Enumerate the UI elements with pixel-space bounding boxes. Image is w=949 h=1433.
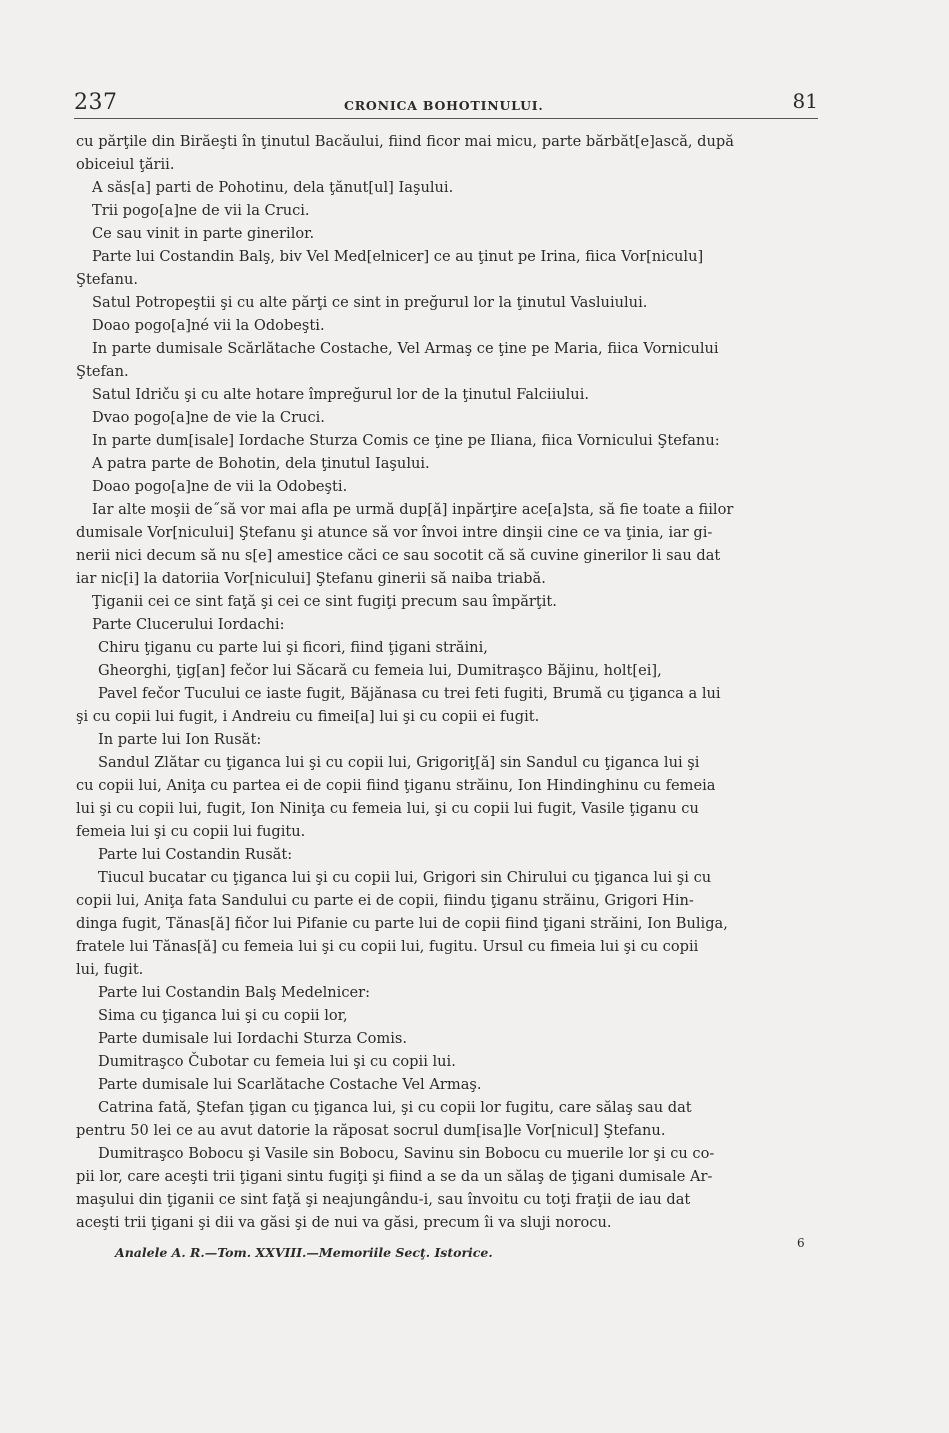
text-line: Sandul Zlătar cu ţiganca lui şi cu copii lui, Grigoriţ[ă] sin Sandul cu ţiganca lui şi: [98, 754, 700, 771]
text-line: Ţiganii cei ce sint faţă şi cei ce sint fugiţi precum sau împărţit.: [92, 593, 557, 610]
body-text: [76, 130, 824, 1234]
text-line: lui şi cu copii lui, fugit, Ion Niniţa cu femeia lui, şi cu copii lui fugit, Vasile ţiganu cu: [76, 800, 699, 817]
text-line: pentru 50 lei ce au avut datorie la răposat socrul dum[isa]le Vor[nicul] Ştefanu.: [76, 1122, 666, 1139]
text-line: Parte lui Costandin Balş Medelnicer:: [98, 984, 371, 1001]
text-line: In parte lui Ion Rusăt:: [98, 731, 262, 748]
text-line: dumisale Vor[nicului] Ştefanu şi atunce să vor învoi intre dinşii cine ce va ţinia, iar gi-: [76, 524, 713, 541]
text-line: Parte Clucerului Iordachi:: [92, 616, 285, 633]
text-line: In parte dum[isale] Iordache Sturza Comis ce ţine pe Iliana, fiica Vornicului Ştefanu:: [92, 432, 720, 449]
text-line: A patra parte de Bohotin, dela ţinutul Iaşului.: [92, 455, 430, 472]
page-number: 81: [792, 89, 818, 113]
text-line: cu copii lui, Aniţa cu partea ei de copii fiind ţiganu străinu, Ion Hindinghinu cu femeia: [76, 777, 716, 794]
footer-citation: Analele A. R.—Tom. XXVIII.—Memoriile Secţ. Istorice.: [115, 1245, 493, 1260]
text-line: Iar alte moşii de˝să vor mai afla pe urmă dup[ă] inpărţire ace[a]sta, să fie toate a fiilor: [92, 501, 734, 518]
text-line: Chiru ţiganu cu parte lui şi ficori, fiind ţigani străini,: [98, 639, 488, 656]
text-line: Satul Potropeştii şi cu alte părţi ce sint in preğurul lor la ţinutul Vasluiului.: [92, 294, 648, 311]
text-line: Parte dumisale lui Iordachi Sturza Comis.: [98, 1030, 408, 1047]
text-line: Ştefanu.: [76, 271, 139, 288]
signature-mark: 6: [797, 1236, 805, 1250]
text-line: Sima cu ţiganca lui şi cu copii lor,: [98, 1007, 348, 1024]
text-line: Satul Idriču şi cu alte hotare împreğurul lor de la ţinutul Falciiului.: [92, 386, 590, 403]
text-line: dinga fugit, Tănas[ă] fičor lui Pifanie cu parte lui de copii fiind ţigani străini, Ion Buliga,: [76, 915, 728, 932]
header-left-number: 237: [74, 90, 118, 115]
text-line: copii lui, Aniţa fata Sandului cu parte ei de copii, fiindu ţiganu străinu, Grigori Hin-: [76, 892, 694, 909]
text-line: Dvao pogo[a]ne de vie la Cruci.: [92, 409, 325, 426]
text-line: Doao pogo[a]né vii la Odobeşti.: [92, 317, 325, 334]
text-line: Trii pogo[a]ne de vii la Cruci.: [92, 202, 310, 219]
text-line: şi cu copii lui fugit, i Andreiu cu fimei[a] lui şi cu copii ei fugit.: [76, 708, 540, 725]
text-line: Gheorghi, ţig[an] fečor lui Săcară cu femeia lui, Dumitraşco Băjinu, holt[ei],: [98, 662, 662, 679]
text-line: femeia lui şi cu copii lui fugitu.: [76, 823, 306, 840]
text-line: aceşti trii ţigani şi dii va găsi şi de nui va găsi, precum îi va sluji norocu.: [76, 1214, 612, 1231]
text-line: Doao pogo[a]ne de vii la Odobeşti.: [92, 478, 348, 495]
text-line: Parte dumisale lui Scarlătache Costache Vel Armaş.: [98, 1076, 482, 1093]
text-line: Pavel fečor Tucului ce iaste fugit, Băjănasa cu trei feti fugiti, Brumă cu ţiganca a lui: [98, 685, 721, 702]
text-line: fratele lui Tănas[ă] cu femeia lui şi cu copii lui, fugitu. Ursul cu fimeia lui şi cu copii: [76, 938, 699, 955]
text-line: In parte dumisale Scărlătache Costache, Vel Armaş ce ţine pe Maria, fiica Vornicului: [92, 340, 719, 357]
text-line: Dumitraşco Čubotar cu femeia lui şi cu copii lui.: [98, 1053, 456, 1070]
text-line: Tiucul bucatar cu ţiganca lui şi cu copii lui, Grigori sin Chirului cu ţiganca lui şi cu: [98, 869, 712, 886]
text-line: Parte lui Costandin Balş, biv Vel Med[elnicer] ce au ţinut pe Irina, fiica Vor[niculu]: [92, 248, 704, 265]
text-line: Ce sau vinit in parte ginerilor.: [92, 225, 315, 242]
text-line: Ştefan.: [76, 363, 129, 380]
text-line: Catrina fată, Ştefan ţigan cu ţiganca lui, şi cu copii lor fugitu, care sălaş sau dat: [98, 1099, 692, 1116]
text-line: obiceiul ţării.: [76, 156, 175, 173]
text-line: pii lor, care aceşti trii ţigani sintu fugiţi şi fiind a se da un sălaş de ţigani dumisale Ar-: [76, 1168, 713, 1185]
text-line: iar nic[i] la datoriia Vor[nicului] Ştefanu ginerii să naiba triabă.: [76, 570, 546, 587]
text-line: nerii nici decum să nu s[e] amestice căci ce sau socotit că să cuvine ginerilor li sau dat: [76, 547, 721, 564]
text-line: maşului din ţiganii ce sint faţă şi neajungându-i, sau învoitu cu toţi fraţii de iau dat: [76, 1191, 691, 1208]
text-line: Dumitraşco Bobocu şi Vasile sin Bobocu, Savinu sin Bobocu cu muerile lor şi cu co-: [98, 1145, 715, 1162]
running-header: [74, 86, 818, 119]
text-line: Parte lui Costandin Rusăt:: [98, 846, 293, 863]
text-line: A săs[a] parti de Pohotinu, dela ţănut[ul] Iaşului.: [92, 179, 454, 196]
header-title: CRONICA BOHOTINULUI.: [344, 98, 544, 113]
text-line: lui, fugit.: [76, 961, 144, 978]
text-line: cu părţile din Birăeşti în ţinutul Bacăului, fiind ficor mai micu, parte bărbăt[e]ască, după: [76, 133, 734, 150]
